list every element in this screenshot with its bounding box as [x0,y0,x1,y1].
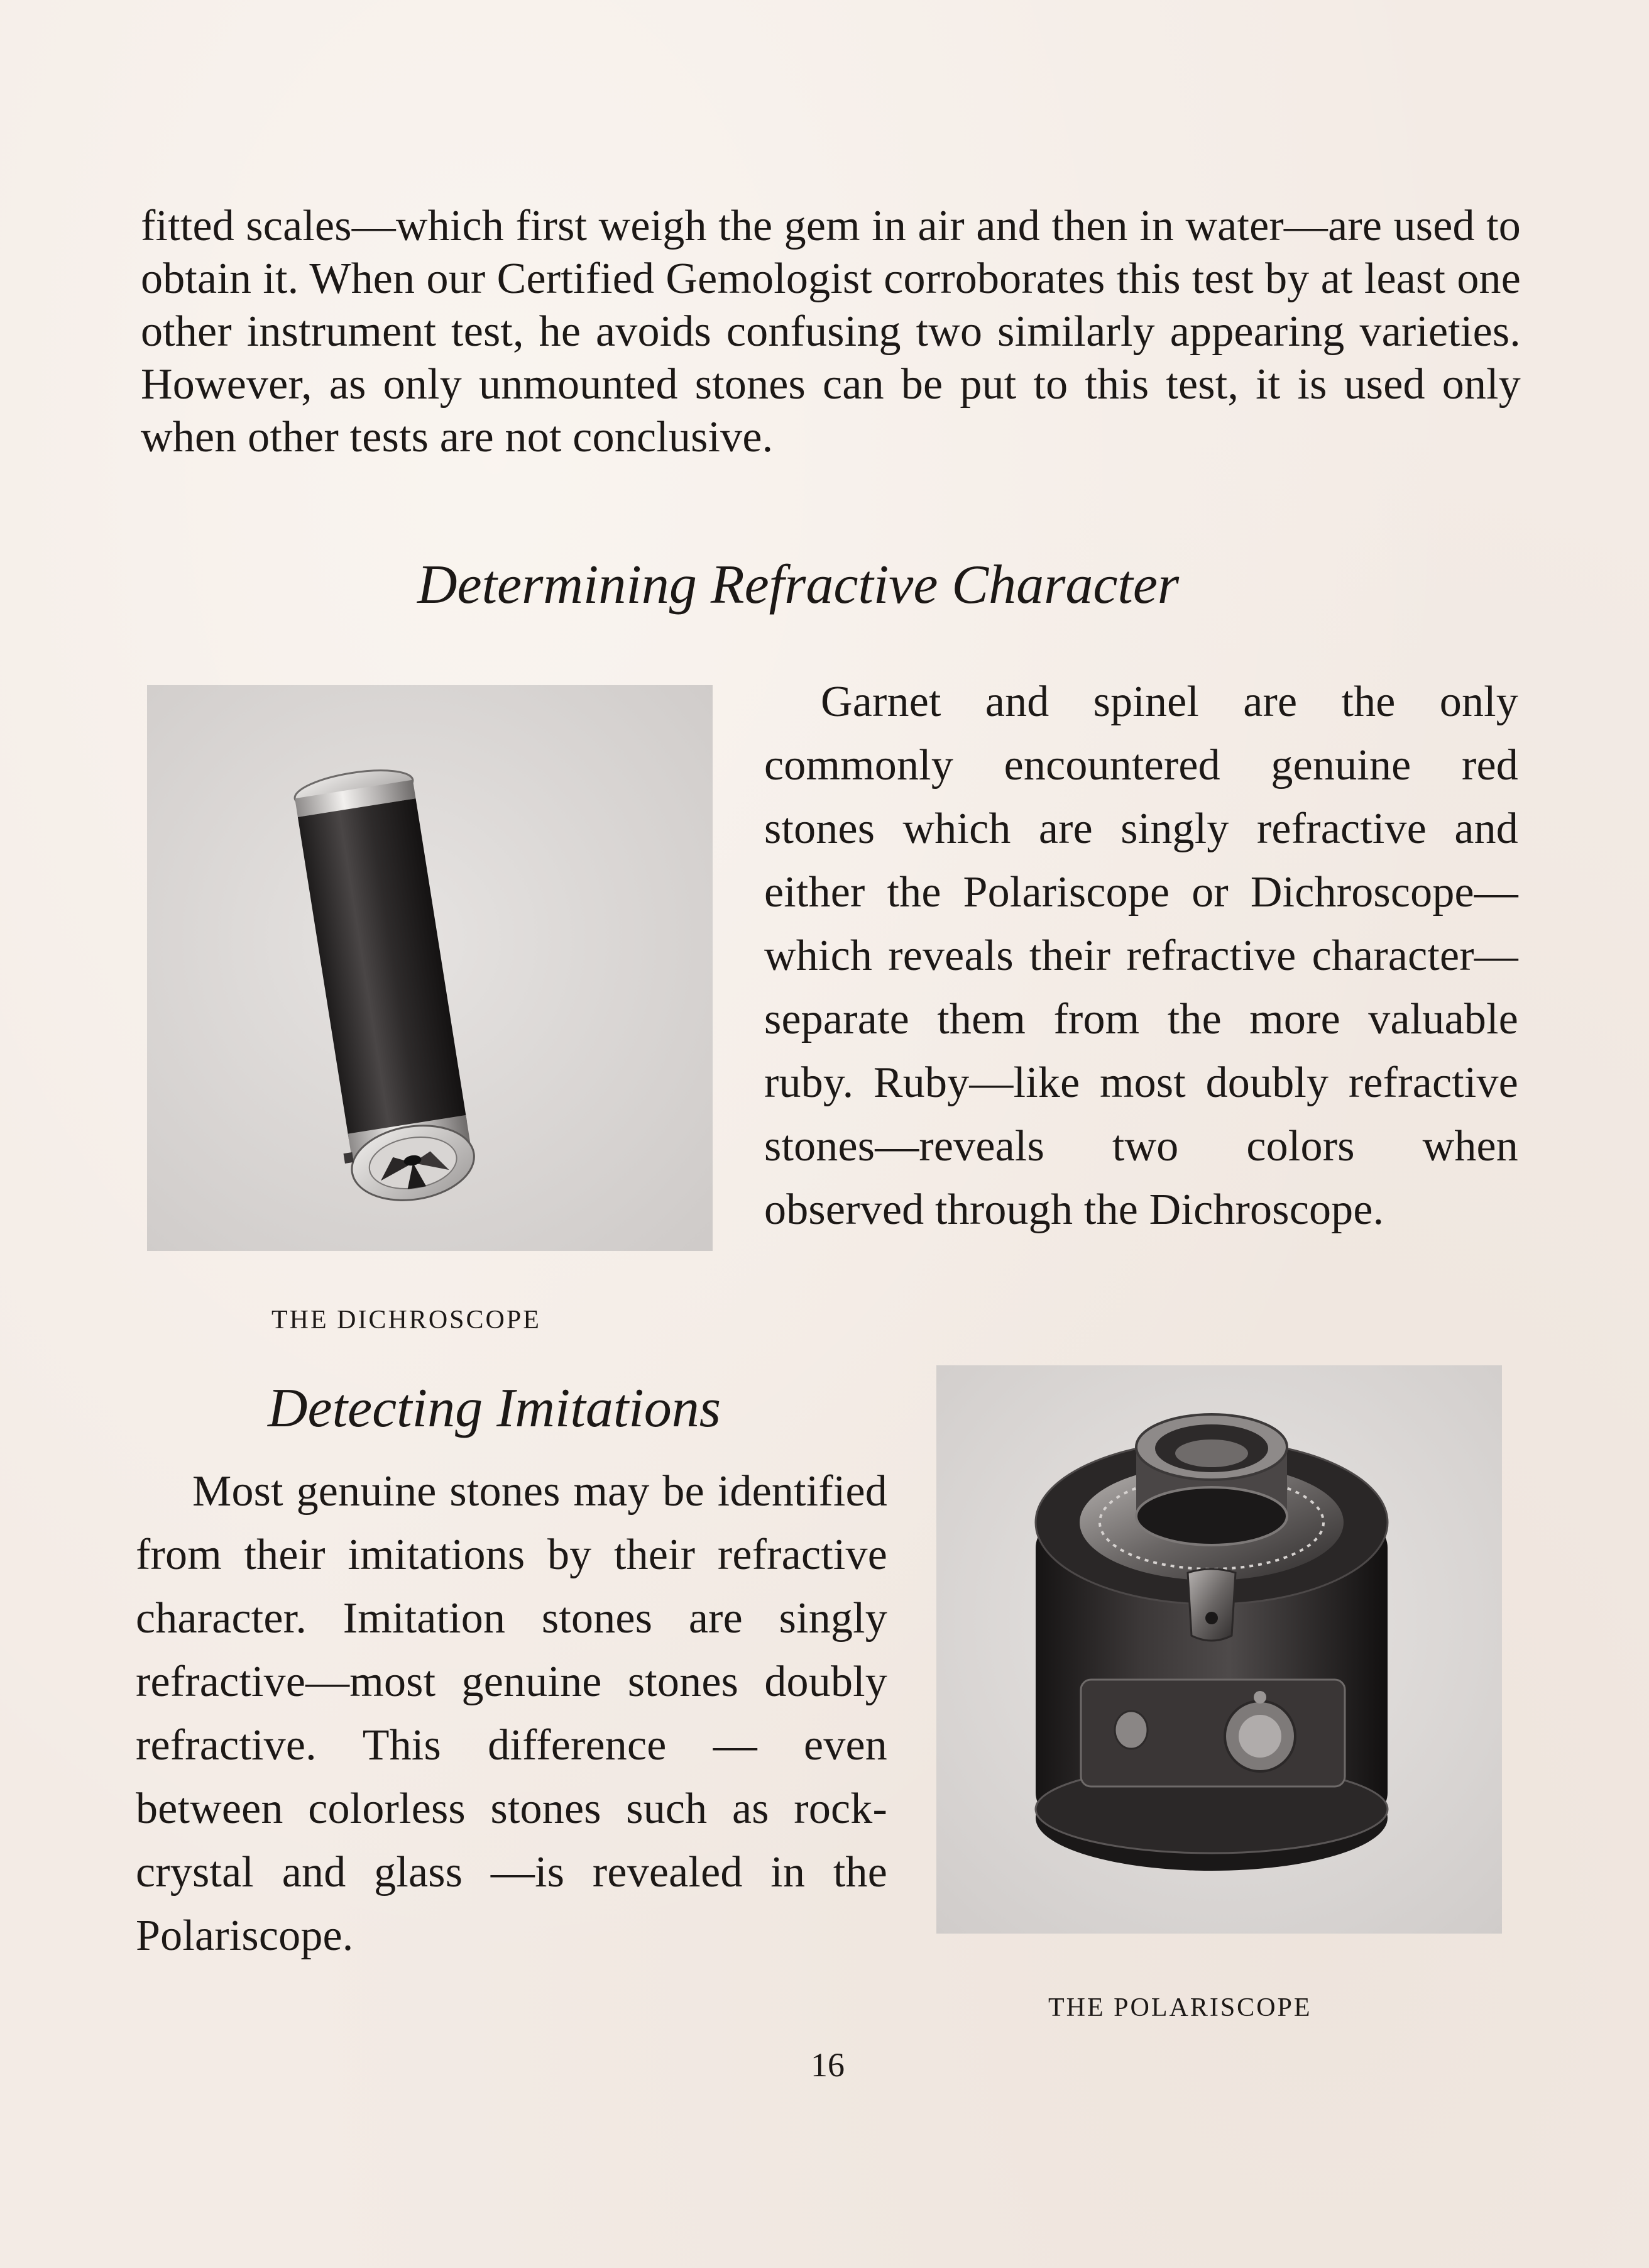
polariscope-photo [936,1365,1502,1934]
heading-detecting-imitations: Detecting Imitations [268,1378,721,1439]
dichroscope-photo [147,685,713,1251]
intro-paragraph: fitted scales—which first weigh the gem in air and then in water—are used to obtain it. When our Certified Gemologist corroborates this test by at least one other instrument test, he avoids confusing two similarly appearing varieties. However, as only unmounted stones can be put to this test, it is used only when other tests are not conclusive. [141,202,1521,461]
page-number: 16 [811,2046,845,2084]
detecting-imitations-paragraph: Most genuine stones may be identified from their imitations by their refractive character. Imitation stones are singly refractive—most genuine stones doubly refractive. This difference — even between colorless stones such as rock-crystal and glass —is revealed in the Polariscope. [136,1467,887,1960]
refractive-character-paragraph: Garnet and spinel are the only commonly encountered genuine red stones which are singly refractive and either the Polariscope or Dichroscope—which reveals their refractive character—separate them from the more valuable ruby. Ruby—like most doubly refractive stones—reveals two colors when observed through the Dichroscope. [764,678,1518,1234]
dichroscope-caption: THE DICHROSCOPE [271,1306,541,1335]
heading-refractive-character: Determining Refractive Character [417,554,1180,615]
polariscope-caption: THE POLARISCOPE [1048,1993,1312,2022]
